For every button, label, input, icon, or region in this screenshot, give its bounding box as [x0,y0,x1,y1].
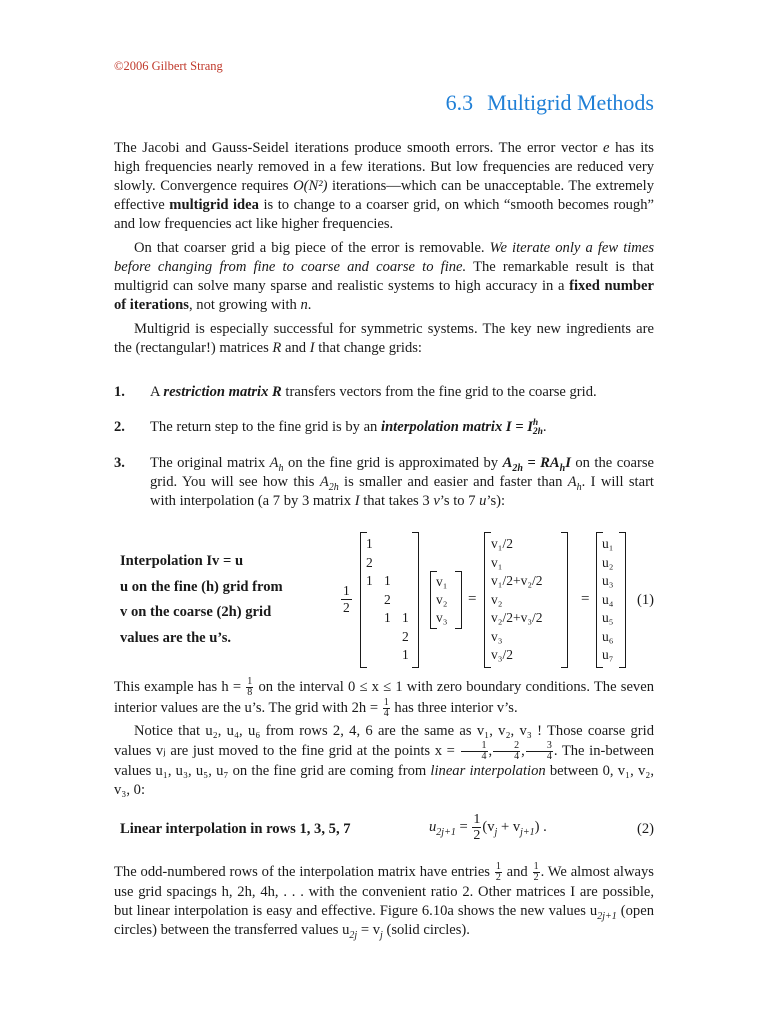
u-right-bracket [619,532,626,668]
item1-text-b: transfers vectors from the fine grid to the coarse grid. [281,384,597,400]
matrix-I-left-bracket [360,532,367,668]
frac-num: 1 [495,861,501,872]
paragraph-1 [114,139,654,234]
item2-sub: 2h [532,426,543,437]
item3-var-I: I [354,493,360,509]
matrix-half-den: 2 [343,600,350,615]
eq-rhs-mid: + v [497,818,521,835]
frac-den: 2 [533,872,539,883]
eq-u-sub: 2j+1 [436,826,456,838]
p6-sub: 2j+1 [597,910,617,922]
frac-den: 4 [383,708,389,719]
item3-A2h-sub: 2h [328,481,339,493]
p4-text-c: has three interior v’s. [390,699,518,716]
matrix-I-entry: 2 [402,628,409,644]
p3-var-R: R [272,340,282,356]
item3-text-d: is smaller and easier and faster than [338,474,568,490]
p5-text-c: between 0, v₁, v₂, v₃, 0: [114,763,654,798]
p1-text-b: has its high frequencies nearly removed in a few iterations. But low frequencies are reduced very slowly. Convergence requires [114,140,654,194]
matrix-I-entry: 1 [366,573,373,588]
rhs-entry: v₃ [491,628,503,644]
p6-text-c: . We almost always use grid spacings h, 2h, 4h, . . . with the convenient ratio 2. Other matrices I are possible, but linear interpolation is easy and effective. Figure 6.10a shows the new values u [114,863,654,919]
section-title: Multigrid Methods [487,90,654,115]
frac-num: 1 [383,697,389,708]
p3-text-c: that change grids: [314,340,422,356]
list-item-1 [114,383,654,402]
interp-label-4: values are the u’s. [120,630,232,646]
matrix-I-entry: 1 [384,573,391,588]
p6-sub: 2j [349,929,358,941]
rhs-entry: v₁ [491,554,503,570]
p5-text-a: Notice that u₂, u₄, u₆ from rows 2, 4, 6 are the same as v₁, v₂, v₃ ! Those coarse grid values vⱼ are just moved to the fine grid at the points x = [114,723,654,759]
item2-interpolation-matrix: interpolation matrix I = I [381,419,533,435]
p6-sub: j [380,929,383,941]
frac-den: 2 [473,828,481,843]
item1-restriction-matrix: restriction matrix R [163,384,282,400]
eq-rhs-sub: j+1 [520,826,535,838]
frac-den: 4 [514,751,520,762]
item3-text-e: . I will start with interpolation (a 7 by 3 matrix [150,474,654,509]
u-entry: u₄ [602,591,614,607]
frac-num: 1 [247,676,253,687]
p1-var-e: e [603,140,610,156]
item2-sup: h [532,417,539,428]
item2-text-b: . [542,419,547,435]
p4-text-b: on the interval 0 ≤ x ≤ 1 with zero boundary conditions. The seven interior values are the u’s. The grid with 2h = [114,678,654,716]
item3-eq-ra: = RA [522,455,560,471]
rhs-entry: v₃/2 [491,647,513,662]
item3-Ah-sub: h [278,462,284,474]
frac-num: 1 [533,861,539,872]
item3-text-a: The original matrix [150,455,270,471]
interp-label-3: v on the coarse (2h) grid [120,604,272,620]
list-item-2 [114,418,654,437]
p2-text-b: The remarkable result is that multigrid can solve many sparse and realistic systems to high accuracy in a [114,259,654,294]
item3-eq-i: I [565,455,571,471]
item3-Ah-2: A [567,474,577,490]
u-entry: u₅ [602,610,614,625]
frac-num: 3 [526,741,553,752]
equation-number: (1) [636,592,654,608]
item3-text-f: that takes 3 [359,493,434,509]
item3-Ah-2-sub: h [576,481,582,493]
frac-den: 4 [546,751,552,762]
p2-bold: fixed number of iterations [114,278,654,313]
p2-text-c: , not growing with [188,297,301,313]
frac-den: 4 [481,751,487,762]
frac-num: 1 [461,741,488,752]
p1-big-o: O(N²) [293,178,328,194]
rhs-entry: v₁/2 [491,536,513,551]
p6-text-a: The odd-numbered rows of the interpolation matrix have entries [114,863,494,880]
item3-Ah: A [269,455,279,471]
p3-text-b: and [281,340,310,356]
p2-text-d: . [307,297,312,313]
equals-sign: = [468,591,477,607]
eq-u: u [429,818,437,835]
copyright-notice: ©2006 Gilbert Strang [114,59,223,73]
item3-var-u: u [479,493,487,509]
p6-text-d: (open circles) between the transferred values u [114,903,654,938]
item1-text-a: A [150,384,164,400]
equation-number: (2) [636,821,654,837]
v-vector-right-bracket [455,571,462,629]
item3-text-h: ’s): [486,493,506,509]
v-entry: v₂ [436,592,448,607]
p6-text-f: (solid circles). [382,922,470,938]
p2-text-a: On that coarser grid a big piece of the error is removable. [134,240,490,256]
rhs-entry: v₂/2+v₃/2 [491,610,543,625]
matrix-I-entry: 1 [366,536,373,551]
paragraph-3 [114,320,654,358]
paragraph-4 [114,677,654,719]
equals-sign: = [581,591,590,607]
interp-label-1: Interpolation Iv = u [120,553,244,569]
item3-var-v: v [433,493,440,509]
list-item-3 [114,454,654,511]
paragraph-5: Notice that u₂, u₄, u₆ from rows 2, 4, 6 are the same as v₁, v₂, v₃ ! Those coarse grid values vⱼ are just moved to the fine grid at the points x = $\frac{1}{4}$ , $\frac{2}{4}$ , $\frac{3}{4}$ . The in-between values u₁, u₃, u₅, u₇ on the fine grid are coming from linear interpolation between 0, v₁, v₂, v₃, 0: [114,723,654,798]
eq-rhs-sub: j [494,826,498,838]
frac-den: 2 [495,872,501,883]
p1-bold-multigrid-idea: multigrid idea [169,197,259,213]
rhs-left-bracket [484,532,491,668]
item3-eq-a-sub: 2h [512,462,523,474]
item2-text-a: The return step to the fine grid is by an [150,419,382,435]
p5-text-b: . The in-between values u₁, u₃, u₅, u₇ on the fine grid are coming from [114,742,654,779]
list-item-label: 1. [114,384,125,400]
matrix-I-entry: 1 [402,610,409,625]
p1-text-d: is to change to a coarser grid, on which “smooth becomes rough” and low frequencies act like higher frequencies. [114,197,654,232]
p2-var-n: n [300,297,308,313]
rhs-entry: v₂ [491,591,503,607]
matrix-half-num: 1 [343,583,350,598]
page [114,0,654,1024]
item3-text-b: on the fine grid is approximated by [283,455,503,471]
matrix-I-entry: 1 [402,647,409,662]
matrix-I-entry: 2 [366,554,373,570]
p1-text-c: iterations—which can be unacceptable. The extremely effective [114,178,655,213]
rhs-entry: v₁/2+v₂/2 [491,573,543,588]
section-heading [446,90,654,116]
u-entry: u₁ [602,536,614,551]
paragraph-6 [114,862,654,940]
eq-rhs-end: ) . [534,818,547,835]
section-number: 6.3 [445,90,474,115]
v-entry: v₁ [436,574,448,589]
frac-den: 8 [247,687,253,698]
item3-eq-a: A [502,455,513,471]
rhs-right-bracket [561,532,568,668]
item3-text-g: ’s to 7 [439,493,480,509]
p3-var-I: I [309,340,315,356]
item3-text-c: on the coarse grid. You will see how this [150,455,655,490]
linear-interp-equation [429,812,547,843]
list-item-label: 3. [114,455,125,471]
p5-italic: linear interpolation [430,763,546,779]
u-entry: u₆ [602,628,614,644]
list-item-label: 2. [114,419,125,435]
matrix-I-entry: 1 [384,610,391,625]
matrix-I-entry: 2 [384,591,391,607]
p6-text-e: = v [357,922,381,938]
item3-eq-ra-sub: h [559,462,566,474]
item3-A2h: A [319,474,329,490]
u-entry: u₃ [602,573,614,588]
matrix-I-right-bracket [412,532,419,668]
frac-num: 2 [493,741,520,752]
eq-rhs: (v [482,818,495,835]
v-entry: v₃ [436,610,448,625]
frac-num: 1 [473,812,481,827]
p4-text-a: This example has h = [114,678,246,695]
u-entry: u₇ [602,647,614,662]
p6-text-b: and [502,863,532,880]
u-entry: u₂ [602,554,614,570]
interp-label-2: u on the fine (h) grid from [120,579,283,595]
p3-text-a: Multigrid is especially successful for symmetric systems. The key new ingredients are the (rectangular!) matrices [114,321,654,356]
p2-italic: We iterate only a few times before changing from fine to coarse and coarse to fine. [114,240,655,275]
eq-equals: = [455,818,472,835]
linear-interp-label: Linear interpolation in rows 1, 3, 5, 7 [120,821,351,837]
p1-text-a: The Jacobi and Gauss-Seidel iterations produce smooth errors. The error vector [114,140,604,156]
paragraph-2 [114,239,654,315]
